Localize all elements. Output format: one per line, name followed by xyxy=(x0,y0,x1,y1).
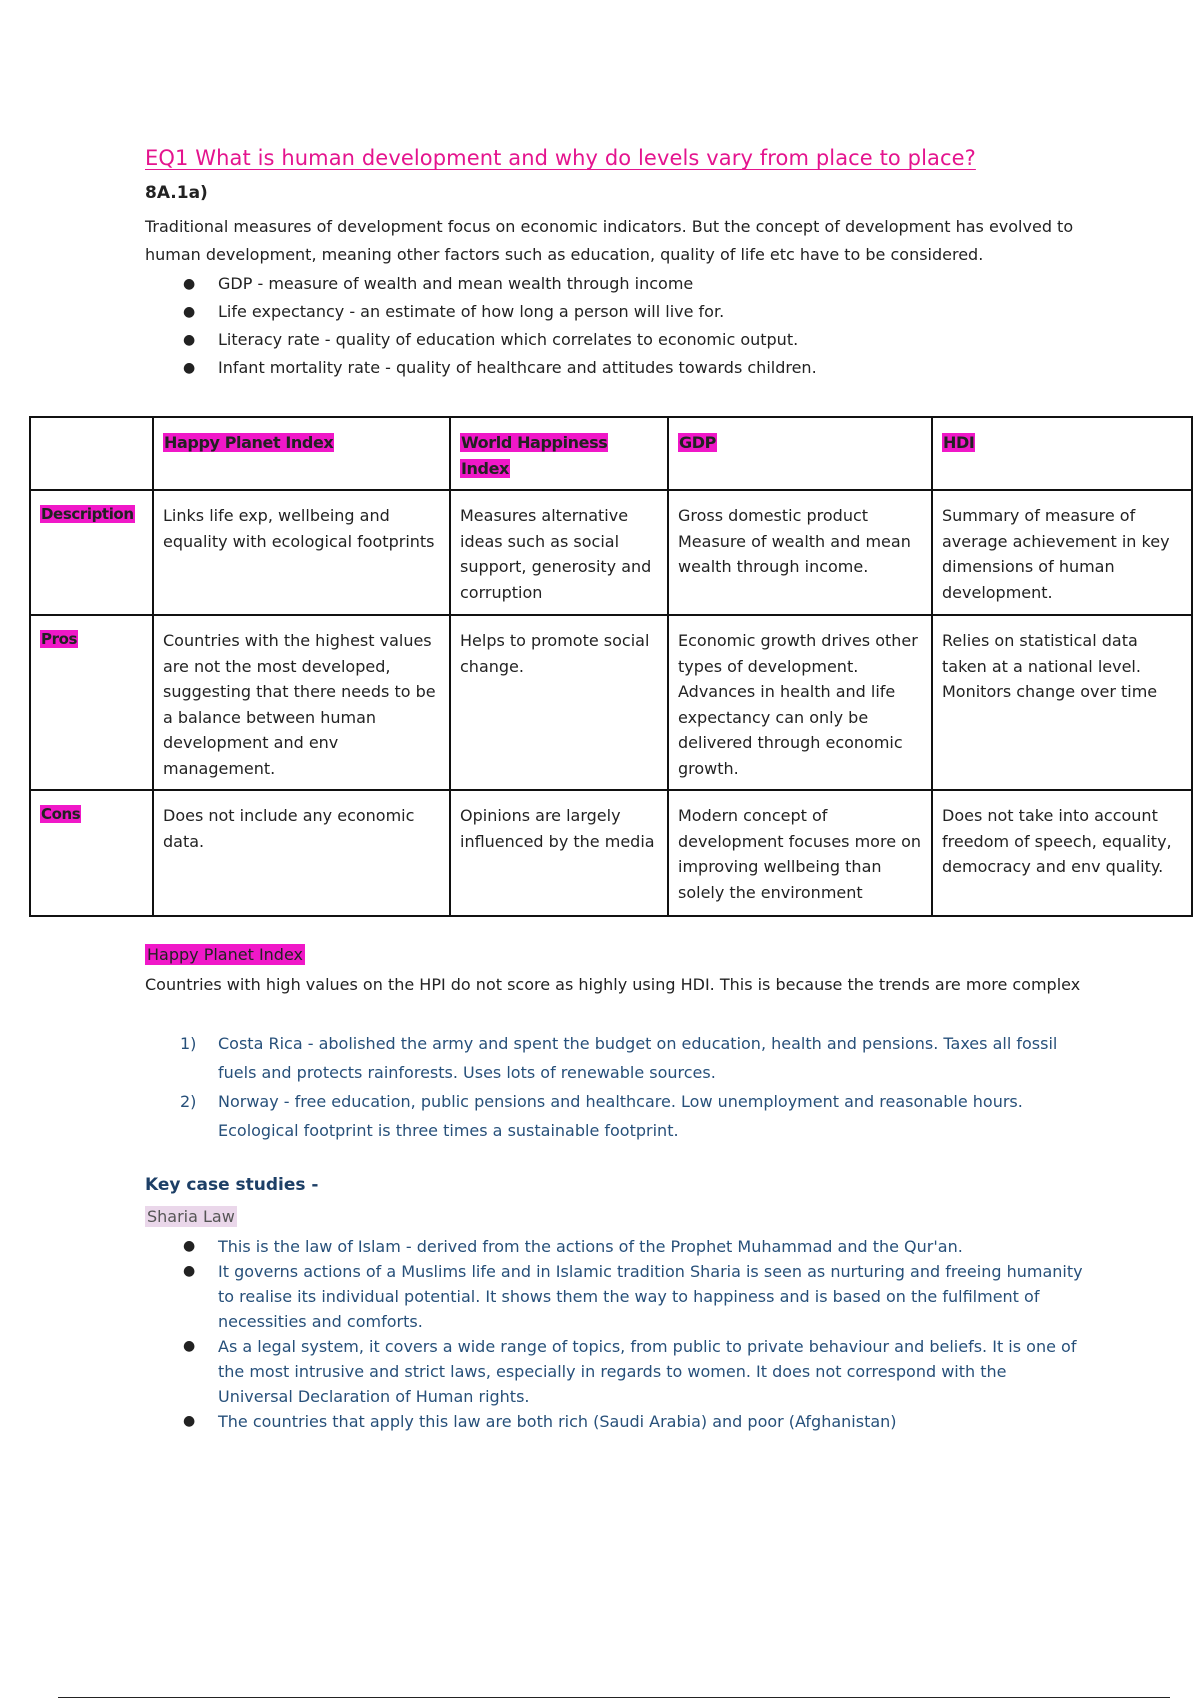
table-cell: Does not include any economic data. xyxy=(153,790,450,916)
section-code: 8A.1a) xyxy=(145,183,208,203)
table-cell: Countries with the highest values are not the most developed, suggesting that there needs to be a balance between human development and env management. xyxy=(153,615,450,790)
table-cell: Measures alternative ideas such as social support, generosity and corruption xyxy=(450,490,668,615)
column-header: World Happiness Index xyxy=(450,417,668,490)
list-item: ● The countries that apply this law are both rich (Saudi Arabia) and poor (Afghanistan) xyxy=(145,1409,1085,1434)
bullet-icon: ● xyxy=(183,360,196,376)
table-row xyxy=(30,615,1192,790)
table-cell: Links life exp, wellbeing and equality with ecological footprints xyxy=(153,490,450,615)
bullet-icon: ● xyxy=(183,1338,196,1354)
table-cell: Opinions are largely influenced by the media xyxy=(450,790,668,916)
hpi-description: Countries with high values on the HPI do not score as highly using HDI. This is because the trends are more complex xyxy=(145,975,1081,994)
table-cell: Relies on statistical data taken at a national level. Monitors change over time xyxy=(932,615,1192,790)
list-item: ● It governs actions of a Muslims life and in Islamic tradition Sharia is seen as nurturing and freeing humanity to realise its individual potential. It shows them the way to happiness and is based on the fulfilment of necessities and comforts. xyxy=(145,1259,1085,1334)
table-cell: Helps to promote social change. xyxy=(450,615,668,790)
bullet-icon: ● xyxy=(183,1238,196,1254)
sharia-law-tag: Sharia Law xyxy=(147,1207,235,1226)
column-header: GDP xyxy=(668,417,932,490)
bullet-icon: ● xyxy=(183,276,196,292)
list-item: ● Literacy rate - quality of education which correlates to economic output. xyxy=(145,326,817,354)
table-row xyxy=(30,790,1192,916)
bullet-icon: ● xyxy=(183,1263,196,1279)
table-cell: Summary of measure of average achievement in key dimensions of human development. xyxy=(932,490,1192,615)
list-item: ● As a legal system, it covers a wide range of topics, from public to private behaviour and beliefs. It is one of the most intrusive and strict laws, especially in regards to women. It does not correspond with the Universal Declaration of Human rights. xyxy=(145,1334,1085,1409)
table-header-row xyxy=(30,417,1192,490)
case-studies-heading: Key case studies - xyxy=(145,1175,319,1195)
bullet-icon: ● xyxy=(183,332,196,348)
table-cell: Economic growth drives other types of development. Advances in health and life expectancy can only be delivered through economic growth. xyxy=(668,615,932,790)
column-header: HDI xyxy=(932,417,1192,490)
list-item: 1) Costa Rica - abolished the army and spent the budget on education, health and pensions. Taxes all fossil fuels and protects rainforests. Uses lots of renewable sources. xyxy=(180,1034,1058,1082)
footer-divider xyxy=(58,1697,1170,1698)
table-row xyxy=(30,490,1192,615)
column-header: Happy Planet Index xyxy=(153,417,450,490)
sharia-points-list xyxy=(145,1234,1085,1434)
list-item: 2) Norway - free education, public pensions and healthcare. Low unemployment and reasonable hours. Ecological footprint is three times a sustainable footprint. xyxy=(180,1092,1023,1140)
list-item: ● GDP - measure of wealth and mean wealth through income xyxy=(145,270,817,298)
list-item: ● This is the law of Islam - derived from the actions of the Prophet Muhammad and the Qur'an. xyxy=(145,1234,1085,1259)
hpi-examples-list xyxy=(145,1029,1065,1145)
page-title: EQ1 What is human development and why do levels vary from place to place? xyxy=(145,146,976,170)
list-item: ● Life expectancy - an estimate of how long a person will live for. xyxy=(145,298,817,326)
list-item: ● Infant mortality rate - quality of healthcare and attitudes towards children. xyxy=(145,354,817,382)
row-header: Description xyxy=(30,490,153,615)
row-header: Cons xyxy=(30,790,153,916)
bullet-icon: ● xyxy=(183,304,196,320)
measures-list xyxy=(145,270,817,382)
table-cell: Gross domestic product Measure of wealth and mean wealth through income. xyxy=(668,490,932,615)
comparison-table xyxy=(29,416,1193,917)
table-corner-cell xyxy=(30,417,153,490)
table-cell: Modern concept of development focuses more on improving wellbeing than solely the environment xyxy=(668,790,932,916)
hpi-heading: Happy Planet Index xyxy=(147,945,303,964)
bullet-icon: ● xyxy=(183,1413,196,1429)
intro-paragraph: Traditional measures of development focus on economic indicators. But the concept of development has evolved to human development, meaning other factors such as education, quality of life etc have to be considered. xyxy=(145,217,1074,264)
row-header: Pros xyxy=(30,615,153,790)
table-cell: Does not take into account freedom of speech, equality, democracy and env quality. xyxy=(932,790,1192,916)
